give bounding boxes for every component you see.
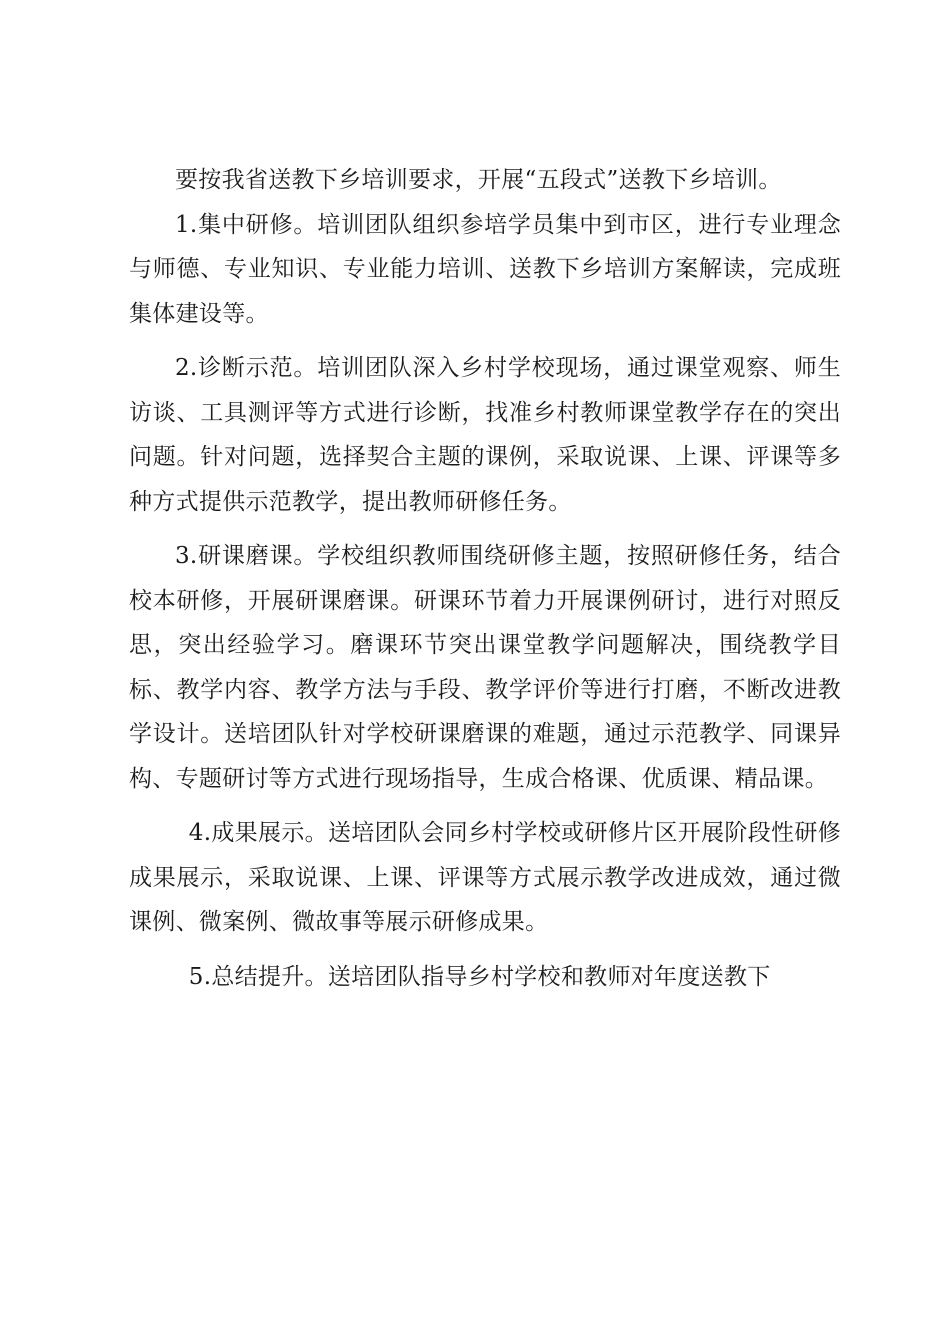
- paragraph-item-1: 1.集中研修。培训团队组织参培学员集中到市区，进行专业理念与师德、专业知识、专业能力培训、送教下乡培训方案解读，完成班集体建设等。: [129, 211, 841, 327]
- document-body: [129, 158, 841, 999]
- paragraph-item-5: 5.总结提升。送培团队指导乡村学校和教师对年度送教下: [188, 963, 771, 990]
- paragraph-intro: 要按我省送教下乡培训要求，开展“五段式”送教下乡培训。: [175, 167, 782, 193]
- paragraph-item-2: 2.诊断示范。培训团队深入乡村学校现场，通过课堂观察、师生访谈、工具测评等方式进行诊断，找准乡村教师课堂教学存在的突出问题。针对问题，选择契合主题的课例，采取说课、上课、评课等多种方式提供示范教学，提出教师研修任务。: [129, 355, 841, 515]
- paragraph-item-3: 3.研课磨课。学校组织教师围绕研修主题，按照研修任务，结合校本研修，开展研课磨课。研课环节着力开展课例研讨，进行对照反思，突出经验学习。磨课环节突出课堂教学问题解决，围绕教学目标、教学内容、教学方法与手段、教学评价等进行打磨，不断改进教学设计。送培团队针对学校研课磨课的难题，通过示范教学、同课异构、专题研讨等方式进行现场指导，生成合格课、优质课、精品课。: [129, 543, 841, 792]
- paragraph-item-4: 4.成果展示。送培团队会同乡村学校或研修片区开展阶段性研修成果展示，采取说课、上课、评课等方式展示教学改进成效，通过微课例、微案例、微故事等展示研修成果。: [129, 820, 841, 935]
